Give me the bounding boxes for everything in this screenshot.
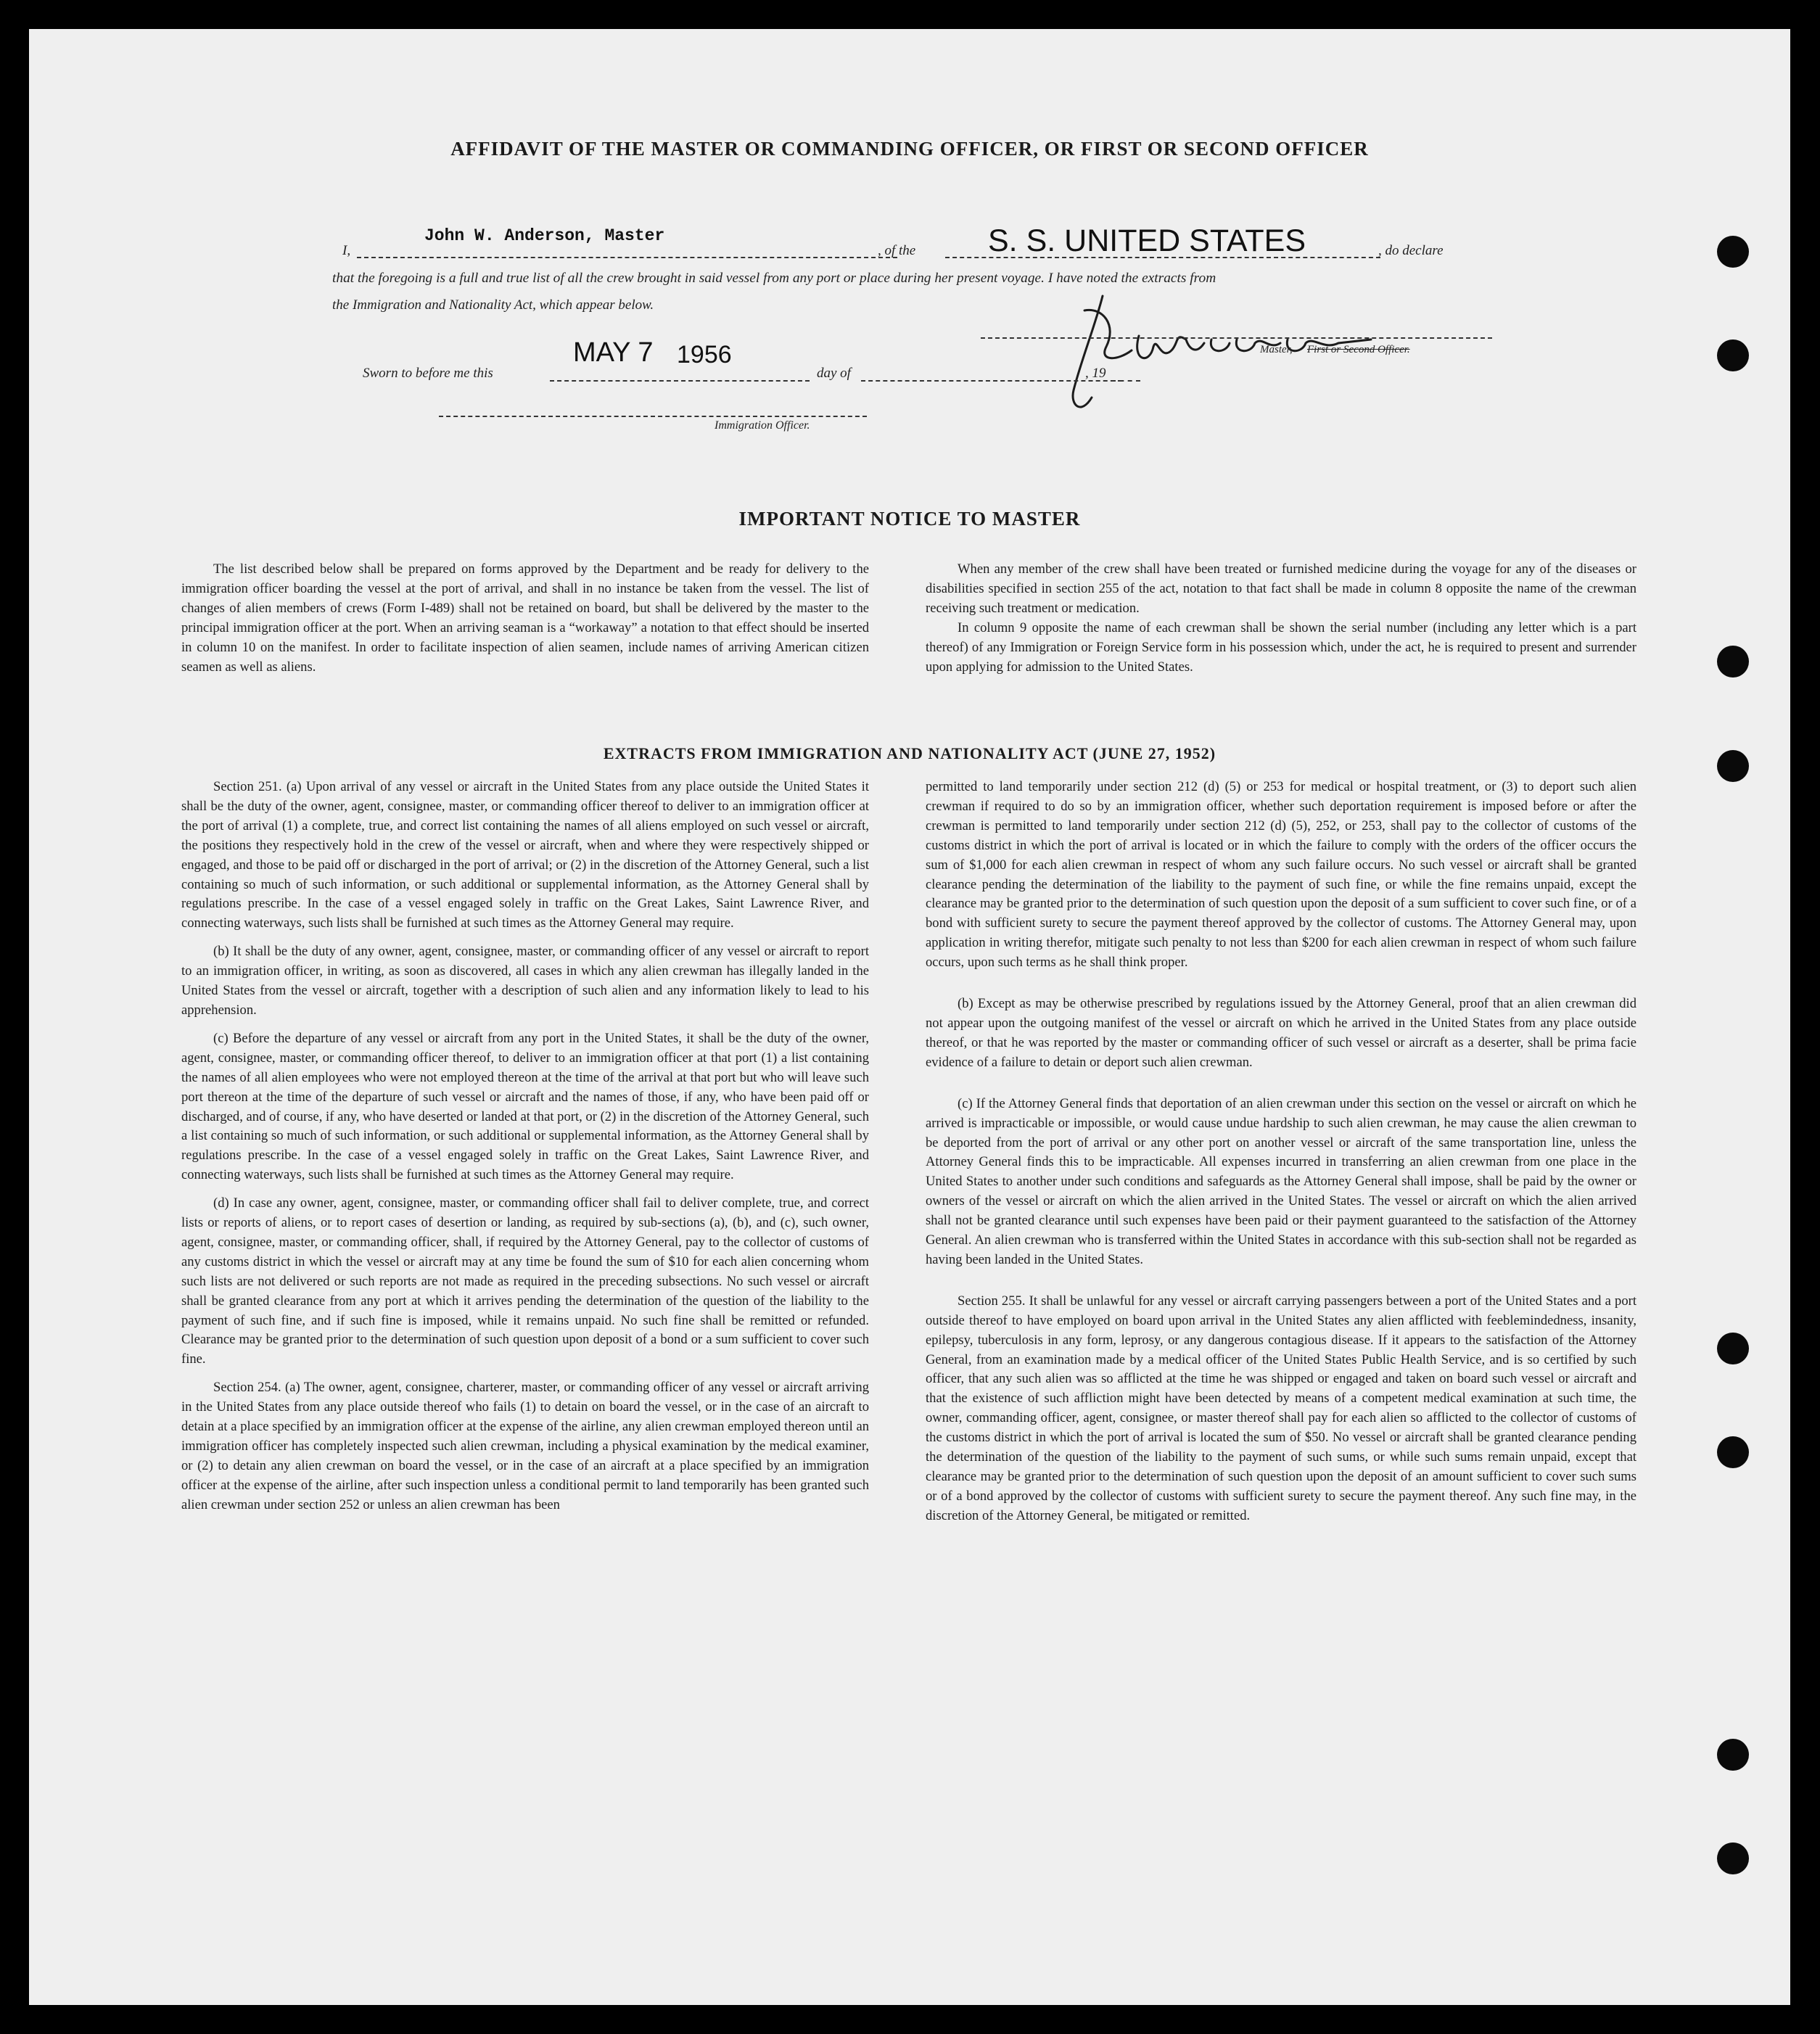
punch-hole: [1717, 750, 1749, 782]
year-line: [1111, 380, 1140, 382]
i-label: I,: [342, 243, 351, 258]
punch-hole: [1717, 1333, 1749, 1364]
extracts-left-column: [181, 778, 869, 1515]
affidavit-title: AFFIDAVIT OF THE MASTER OR COMMANDING OFFICER, OR FIRST OR SECOND OFFICER: [450, 138, 1369, 160]
signature-line: [981, 337, 1492, 339]
month-line: [861, 380, 1122, 382]
sworn-label: Sworn to before me this: [363, 366, 493, 381]
of-the-label: , of the: [878, 243, 916, 258]
section-254a-continued: permitted to land temporarily under section 212 (d) (5) or 253 for medical or hospital treatment, or (3) to deport such alien crewman if required to do so by an immigration officer, whether such deportation requirement is imposed before or after the crewman is permitted to land temporarily under section 212 (d) (5), 252, or 253, shall pay to the collector of customs of the customs district in which the port of arrival is located or in which the failure to comply with the orders of the officer occurs the sum of $1,000 for each alien crewman in respect of whom any such failure occurs. No such vessel or aircraft shall be granted clearance pending the determination of the liability to the payment of such fine, or while the fine remains unpaid, except the clearance may be granted prior to the determination of such question upon the deposit of a sum sufficient to cover such fine, or of a bond with sufficient surety to secure the payment thereof approved by the collector of customs. The Attorney General may, upon application in writing therefor, mitigate such penalty to not less than $200 for each alien crewman in respect of whom such failure occurs, upon such terms as he shall think proper.: [926, 779, 1636, 971]
section-255: Section 255. It shall be unlawful for any vessel or aircraft carrying passengers between a port of the United States and a port outside thereof to have employed on board upon arrival in the United States any alien afflicted with feeblemindedness, insanity, epilepsy, tuberculosis in any form, leprosy, or any dangerous contagious disease. If it appears to the satisfaction of the Attorney General, from an examination made by a medical officer of the United States Public Health Service, and is so certified by such officer, that any such alien was so afflicted at the time he was shipped or engaged and taken on board such vessel or aircraft and that the existence of such affliction might have been detected by means of a competent medical examination at such time, the owner, commanding officer, agent, consignee, or master thereof shall pay for each alien so afflicted to the collector of customs of the customs district in which the port of arrival is located the sum of $50. No vessel or aircraft shall be granted clearance pending the determination of the question of the liability to the payment of such sums, or while such sums remain unpaid, except that clearance may be granted prior to the determination of such question upon the deposit of an amount sufficient to cover such sums or of a bond approved by the collector of customs with sufficient surety to secure the payment thereof. Any such fine may, in the discretion of the Attorney General, be mitigated or remitted.: [926, 1293, 1636, 1523]
master-label: Master,: [1260, 344, 1293, 355]
section-251b: (b) It shall be the duty of any owner, agent, consignee, master, or commanding officer of any vessel or aircraft to report to an immigration officer, in writing, as soon as discovered, all cases in which any alien crewman has illegally landed in the United States from the vessel or aircraft, together with a description of such alien and any information likely to lead to his apprehension.: [181, 944, 869, 1018]
notice-title: IMPORTANT NOTICE TO MASTER: [738, 508, 1081, 530]
extracts-title: EXTRACTS FROM IMMIGRATION AND NATIONALITY ACT (JUNE 27, 1952): [603, 744, 1216, 762]
punch-hole: [1717, 236, 1749, 268]
sworn-date-line: [550, 380, 810, 382]
document-page: [29, 29, 1790, 2005]
struck-officer-label: First or Second Officer.: [1307, 344, 1410, 355]
notice-right-paragraph-2: In column 9 opposite the name of each crewman shall be shown the serial number (including any letter which is a part thereof) of any Immigration or Foreign Service form in his possession which, under the act, he is required to present and surrender upon applying for admission to the United States.: [926, 619, 1636, 675]
do-declare-label: , do declare: [1378, 243, 1444, 258]
notice-right-column: [926, 560, 1636, 677]
declaration-line-2: the Immigration and Nationality Act, which appear below.: [332, 297, 654, 313]
master-name: John W. Anderson, Master: [424, 226, 665, 245]
immigration-officer-label: Immigration Officer.: [715, 419, 810, 432]
section-251d: (d) In case any owner, agent, consignee, master, or commanding officer shall fail to deliver complete, true, and correct lists or reports of aliens, or to report cases of desertion or landing, as required by sub-sections (a), (b), and (c), such owner, agent, consignee, master, or commanding officer, shall, if required by the Attorney General, pay to the collector of customs of any customs district in which the vessel or aircraft may at any time be found the sum of $10 for each alien concerning whom such lists are not delivered or such reports are not made as required in the preceding subsections. No such vessel or aircraft shall be granted clearance from any port at which it arrives pending the determination of the question of the liability to the payment of such fine, and if such fine is imposed, while it remains unpaid. No such fine shall be remitted or refunded. Clearance may be granted prior to the determination of such question upon deposit of a bond or a sum sufficient to cover such fine.: [181, 1195, 869, 1367]
notice-left-paragraph: The list described below shall be prepared on forms approved by the Department and be ready for delivery to the immigration officer boarding the vessel at the port of arrival, and shall in no instance be taken from the vessel. The list of changes of alien members of crews (Form I-489) shall not be retained on board, but shall be delivered by the master to the principal immigration officer at the port. When an arriving seaman is a “workaway” a notation to that effect should be inserted in column 10 on the manifest. In order to facilitate inspection of alien seamen, include names of arriving American citizen seamen as well as aliens.: [181, 561, 869, 675]
name-line: [357, 257, 897, 258]
nineteen-label: , 19: [1085, 366, 1106, 381]
sworn-date: MAY 7: [573, 337, 654, 368]
vessel-name: S. S. UNITED STATES: [988, 223, 1306, 258]
punch-hole: [1717, 1436, 1749, 1468]
section-254a: Section 254. (a) The owner, agent, consignee, charterer, master, or commanding officer of any vessel or aircraft arriving in the United States from any place outside thereof who fails (1) to detain on board the vessel, or in the case of an aircraft to detain at a place specified by an immigration officer at the expense of the airline, any alien crewman employed thereon until an immigration officer has completely inspected such alien crewman, including a physical examination by the medical examiner, or (2) to detain any alien crewman on board the vessel, or in the case of an aircraft at a place specified by an immigration officer at the expense of the airline, after such inspection unless a conditional permit to land temporarily has been granted such alien crewman under section 252 or unless an alien crewman has been: [181, 1380, 869, 1512]
section-254c: (c) If the Attorney General finds that deportation of an alien crewman under this section on the vessel or aircraft on which he arrived is impracticable or impossible, or would cause undue hardship to such alien crewman, he may cause the alien crewman to be deported from the port of arrival or any other port on another vessel or aircraft of the same transportation line, unless the Attorney General finds this to be impracticable. All expenses incurred in transferring an alien crewman from one place in the United States to another under such conditions and safeguards as the Attorney General shall impose, shall be paid by the owner or owners of the vessel or aircraft on which the alien arrived in the United States. The vessel or aircraft on which the alien arrived shall not be granted clearance until such expenses have been paid or their payment guaranteed to the satisfaction of the Attorney General. An alien crewman who is transferred within the United States in accordance with this sub-section shall not be regarded as having been landed in the United States.: [926, 1095, 1636, 1267]
day-of-label: day of: [817, 366, 851, 381]
punch-hole: [1717, 1739, 1749, 1771]
section-251c: (c) Before the departure of any vessel or aircraft from any port in the United States, it shall be the duty of the owner, agent, consignee, master, or commanding officer thereof, to deliver to an immigration officer at that port (1) a list containing the names of all alien employees who were not employed thereon at the time of the arrival at that port but who will leave such port thereon at the time of the departure of such vessel or aircraft and the names of those, if any, who have been paid off or discharged, and of course, if any, who have deserted or landed at that port, or (2) in the discretion of the Attorney General, such a list containing so much of such information, or such additional or supplemental information, as the Attorney General shall by regulations prescribe. In the case of a vessel engaged solely in traffic on the Great Lakes, Saint Lawrence River, and connecting waterways, such lists shall be furnished at such times as the Attorney General may require.: [181, 1030, 869, 1183]
punch-hole: [1717, 339, 1749, 371]
punch-hole: [1717, 646, 1749, 678]
punch-hole: [1717, 1842, 1749, 1874]
declaration-line-1: that the foregoing is a full and true list of all the crew brought in said vessel from any port or place during her present voyage. I have noted the extracts from: [332, 271, 1216, 286]
section-254b: (b) Except as may be otherwise prescribed by regulations issued by the Attorney General, proof that an alien crewman did not appear upon the outgoing manifest of the vessel or aircraft on which he arrived in the United States from any place outside thereof, or that he was reported by the master or commanding officer of such vessel or aircraft as a deserter, shall be prima facie evidence of a failure to detain or deport such alien crewman.: [926, 996, 1636, 1070]
immigration-officer-line: [439, 416, 867, 417]
notice-left-column: [181, 560, 869, 677]
extracts-right-column: [926, 778, 1636, 1526]
sworn-year-stamp: 1956: [677, 341, 732, 368]
section-251a: Section 251. (a) Upon arrival of any vessel or aircraft in the United States from any place outside the United States it shall be the duty of the owner, agent, consignee, master, or commanding officer thereof to deliver to an immigration officer at the port of arrival (1) a complete, true, and correct list containing the names of all aliens employed on such vessel or aircraft, the positions they respectively hold in the crew of the vessel or aircraft, when and where they were respectively shipped or engaged, and those to be paid off or discharged in the port of arrival; or (2) in the discretion of the Attorney General, such a list containing so much of such information, or such additional or supplemental information, as the Attorney General shall by regulations prescribe. In the case of a vessel engaged solely in traffic on the Great Lakes, Saint Lawrence River, and connecting waterways, such lists shall be furnished at such times as the Attorney General may require.: [181, 779, 869, 931]
notice-right-paragraph-1: When any member of the crew shall have been treated or furnished medicine during the voyage for any of the diseases or disabilities specified in section 255 of the act, notation to that fact shall be made in column 8 opposite the name of the crewman receiving such treatment or medication.: [926, 561, 1636, 616]
